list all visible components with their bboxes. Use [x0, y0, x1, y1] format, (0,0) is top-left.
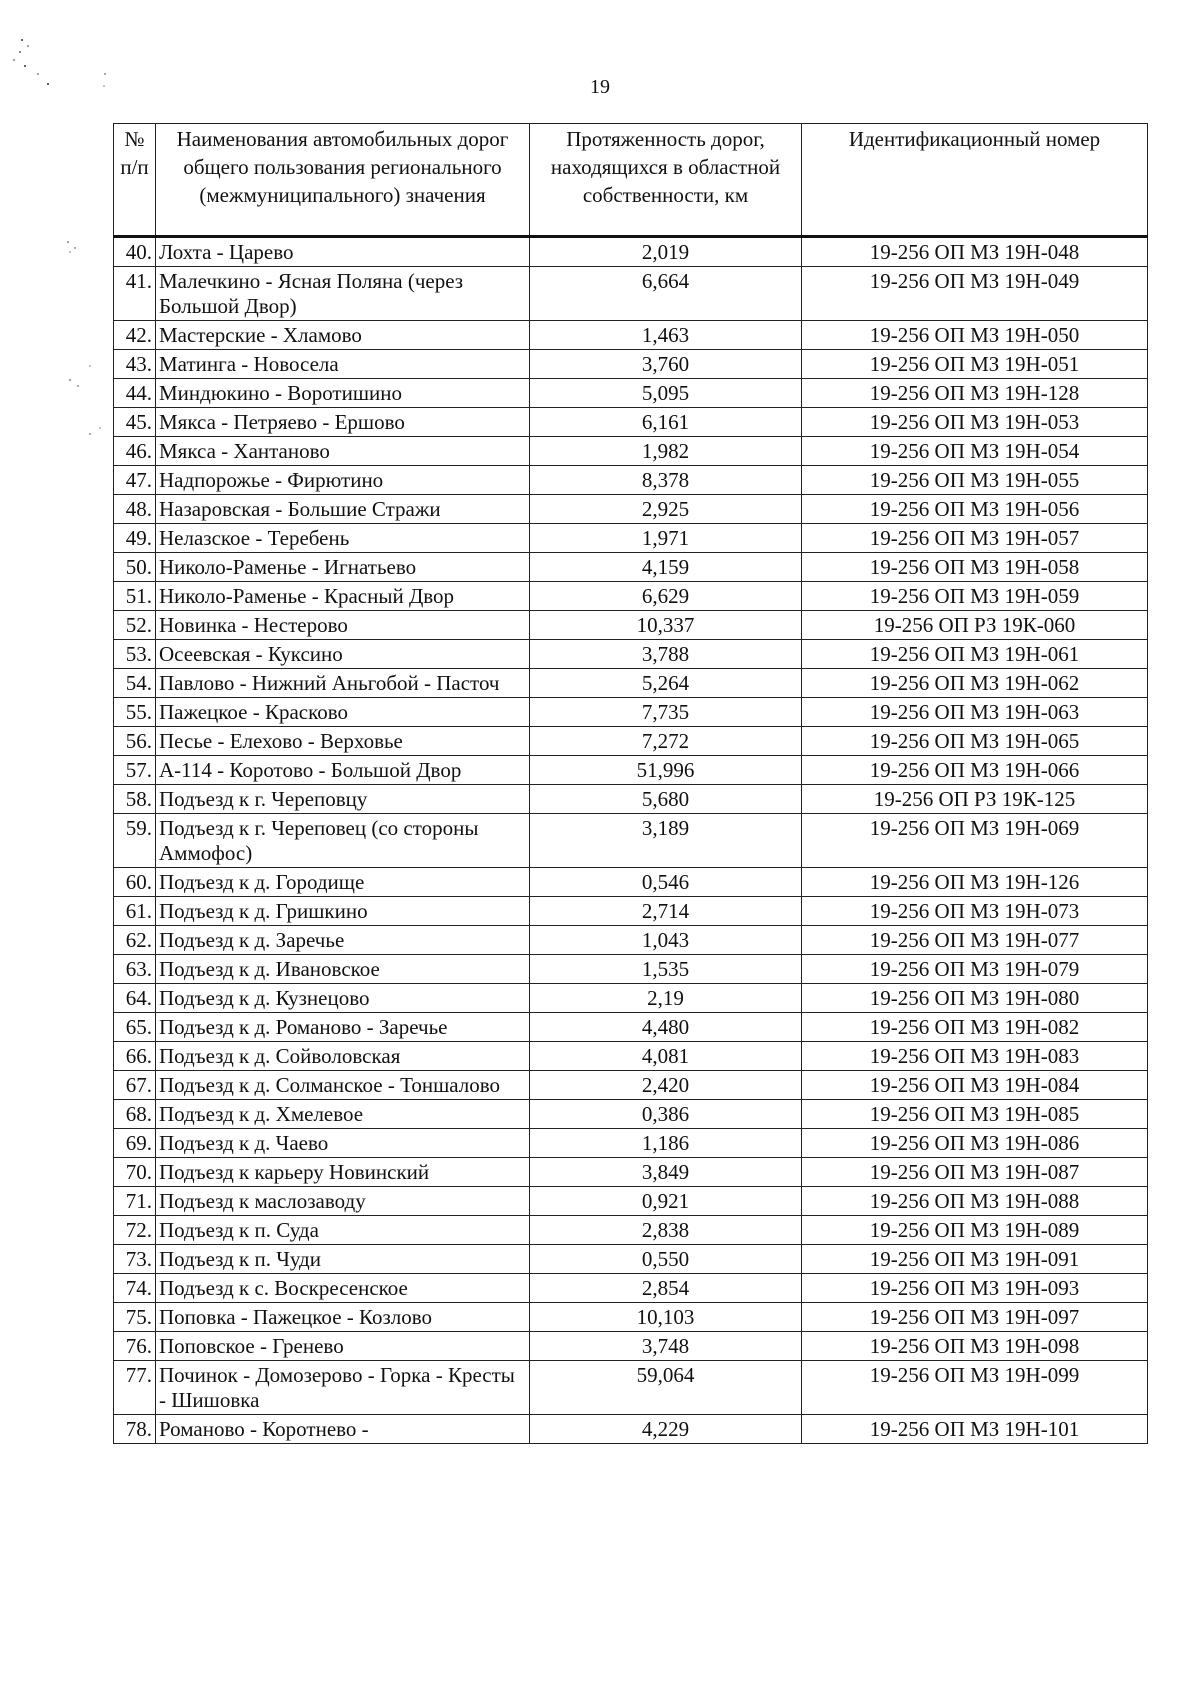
roads-table — [113, 123, 1148, 1444]
cell-length: 2,854 — [530, 1274, 802, 1303]
cell-ident: 19-256 ОП МЗ 19Н-055 — [802, 466, 1148, 495]
cell-name: Осеевская - Куксино — [156, 640, 530, 669]
cell-ident: 19-256 ОП МЗ 19Н-054 — [802, 437, 1148, 466]
cell-name: Лохта - Царево — [156, 237, 530, 267]
cell-ident: 19-256 ОП МЗ 19Н-128 — [802, 379, 1148, 408]
cell-num: 71. — [114, 1187, 156, 1216]
table-row — [114, 237, 1148, 267]
table-row — [114, 1274, 1148, 1303]
cell-ident: 19-256 ОП МЗ 19Н-073 — [802, 897, 1148, 926]
cell-ident: 19-256 ОП МЗ 19Н-079 — [802, 955, 1148, 984]
cell-ident: 19-256 ОП МЗ 19Н-062 — [802, 669, 1148, 698]
cell-num: 51. — [114, 582, 156, 611]
cell-num: 72. — [114, 1216, 156, 1245]
cell-ident: 19-256 ОП МЗ 19Н-099 — [802, 1361, 1148, 1415]
table-body — [114, 237, 1148, 1444]
cell-name: Подъезд к д. Солманское - Тоншалово — [156, 1071, 530, 1100]
cell-name: Поповское - Гренево — [156, 1332, 530, 1361]
cell-num: 55. — [114, 698, 156, 727]
cell-length: 2,19 — [530, 984, 802, 1013]
cell-name: Подъезд к д. Чаево — [156, 1129, 530, 1158]
cell-length: 0,550 — [530, 1245, 802, 1274]
cell-name: Починок - Домозерово - Горка - Кресты - Шишовка — [156, 1361, 530, 1415]
cell-name: Мякса - Петряево - Ершово — [156, 408, 530, 437]
cell-name: Новинка - Нестерово — [156, 611, 530, 640]
cell-num: 48. — [114, 495, 156, 524]
table-row — [114, 466, 1148, 495]
cell-num: 54. — [114, 669, 156, 698]
header-name: Наименования автомобильных дорог общего пользования регионального (межмуниципального) значения — [156, 124, 530, 237]
cell-name: Подъезд к г. Череповцу — [156, 785, 530, 814]
cell-ident: 19-256 ОП МЗ 19Н-085 — [802, 1100, 1148, 1129]
page-number: 19 — [590, 76, 610, 98]
cell-length: 59,064 — [530, 1361, 802, 1415]
cell-name: Подъезд к д. Заречье — [156, 926, 530, 955]
cell-length: 7,735 — [530, 698, 802, 727]
table-row — [114, 1187, 1148, 1216]
cell-name: Романово - Коротнево - — [156, 1415, 530, 1444]
cell-num: 78. — [114, 1415, 156, 1444]
cell-num: 42. — [114, 321, 156, 350]
table-row — [114, 408, 1148, 437]
cell-ident: 19-256 ОП МЗ 19Н-083 — [802, 1042, 1148, 1071]
table-row — [114, 926, 1148, 955]
cell-name: А-114 - Коротово - Большой Двор — [156, 756, 530, 785]
cell-ident: 19-256 ОП МЗ 19Н-069 — [802, 814, 1148, 868]
cell-length: 51,996 — [530, 756, 802, 785]
table-row — [114, 1303, 1148, 1332]
cell-name: Подъезд к карьеру Новинский — [156, 1158, 530, 1187]
cell-ident: 19-256 ОП МЗ 19Н-049 — [802, 267, 1148, 321]
cell-length: 10,103 — [530, 1303, 802, 1332]
cell-num: 67. — [114, 1071, 156, 1100]
cell-ident: 19-256 ОП МЗ 19Н-086 — [802, 1129, 1148, 1158]
cell-name: Назаровская - Большие Стражи — [156, 495, 530, 524]
cell-ident: 19-256 ОП МЗ 19Н-053 — [802, 408, 1148, 437]
cell-name: Подъезд к д. Сойволовская — [156, 1042, 530, 1071]
cell-name: Миндюкино - Воротишино — [156, 379, 530, 408]
table-row — [114, 1216, 1148, 1245]
table-row — [114, 669, 1148, 698]
table-row — [114, 814, 1148, 868]
cell-length: 2,838 — [530, 1216, 802, 1245]
cell-ident: 19-256 ОП МЗ 19Н-088 — [802, 1187, 1148, 1216]
table-row — [114, 1415, 1148, 1444]
cell-num: 45. — [114, 408, 156, 437]
cell-ident: 19-256 ОП МЗ 19Н-077 — [802, 926, 1148, 955]
cell-num: 40. — [114, 237, 156, 267]
cell-length: 4,081 — [530, 1042, 802, 1071]
cell-name: Мастерские - Хламово — [156, 321, 530, 350]
cell-ident: 19-256 ОП МЗ 19Н-066 — [802, 756, 1148, 785]
cell-length: 2,019 — [530, 237, 802, 267]
table-row — [114, 756, 1148, 785]
cell-name: Подъезд к п. Суда — [156, 1216, 530, 1245]
cell-num: 61. — [114, 897, 156, 926]
cell-name: Николо-Раменье - Игнатьево — [156, 553, 530, 582]
cell-num: 68. — [114, 1100, 156, 1129]
table-row — [114, 495, 1148, 524]
cell-num: 76. — [114, 1332, 156, 1361]
cell-num: 49. — [114, 524, 156, 553]
cell-length: 10,337 — [530, 611, 802, 640]
table-row — [114, 1332, 1148, 1361]
cell-length: 1,043 — [530, 926, 802, 955]
table-row — [114, 897, 1148, 926]
cell-ident: 19-256 ОП МЗ 19Н-087 — [802, 1158, 1148, 1187]
cell-name: Подъезд к д. Хмелевое — [156, 1100, 530, 1129]
header-ident: Идентификационный номер — [802, 124, 1148, 237]
cell-num: 46. — [114, 437, 156, 466]
scan-specks — [0, 0, 120, 460]
table-row — [114, 1361, 1148, 1415]
cell-num: 59. — [114, 814, 156, 868]
cell-ident: 19-256 ОП МЗ 19Н-101 — [802, 1415, 1148, 1444]
cell-num: 44. — [114, 379, 156, 408]
cell-name: Поповка - Пажецкое - Козлово — [156, 1303, 530, 1332]
table-row — [114, 785, 1148, 814]
cell-ident: 19-256 ОП МЗ 19Н-089 — [802, 1216, 1148, 1245]
cell-ident: 19-256 ОП МЗ 19Н-056 — [802, 495, 1148, 524]
cell-name: Малечкино - Ясная Поляна (через Большой Двор) — [156, 267, 530, 321]
table-row — [114, 1100, 1148, 1129]
cell-name: Подъезд к с. Воскресенское — [156, 1274, 530, 1303]
cell-ident: 19-256 ОП МЗ 19Н-093 — [802, 1274, 1148, 1303]
cell-length: 5,264 — [530, 669, 802, 698]
cell-name: Подъезд к д. Кузнецово — [156, 984, 530, 1013]
cell-num: 60. — [114, 868, 156, 897]
cell-length: 0,546 — [530, 868, 802, 897]
table-row — [114, 640, 1148, 669]
cell-ident: 19-256 ОП МЗ 19Н-126 — [802, 868, 1148, 897]
cell-ident: 19-256 ОП МЗ 19Н-091 — [802, 1245, 1148, 1274]
cell-length: 3,788 — [530, 640, 802, 669]
cell-length: 2,420 — [530, 1071, 802, 1100]
cell-ident: 19-256 ОП МЗ 19Н-065 — [802, 727, 1148, 756]
cell-ident: 19-256 ОП МЗ 19Н-082 — [802, 1013, 1148, 1042]
cell-length: 6,629 — [530, 582, 802, 611]
table-row — [114, 611, 1148, 640]
cell-length: 3,748 — [530, 1332, 802, 1361]
table-row — [114, 379, 1148, 408]
table-row — [114, 1245, 1148, 1274]
cell-num: 70. — [114, 1158, 156, 1187]
cell-name: Подъезд к д. Романово - Заречье — [156, 1013, 530, 1042]
table-row — [114, 698, 1148, 727]
cell-name: Песье - Елехово - Верховье — [156, 727, 530, 756]
cell-length: 7,272 — [530, 727, 802, 756]
table-row — [114, 1042, 1148, 1071]
cell-name: Павлово - Нижний Аньгобой - Пасточ — [156, 669, 530, 698]
cell-length: 1,535 — [530, 955, 802, 984]
cell-num: 69. — [114, 1129, 156, 1158]
cell-name: Мякса - Хантаново — [156, 437, 530, 466]
cell-length: 3,189 — [530, 814, 802, 868]
cell-num: 47. — [114, 466, 156, 495]
cell-length: 6,161 — [530, 408, 802, 437]
cell-ident: 19-256 ОП РЗ 19К-125 — [802, 785, 1148, 814]
cell-ident: 19-256 ОП МЗ 19Н-048 — [802, 237, 1148, 267]
cell-length: 4,480 — [530, 1013, 802, 1042]
table-row — [114, 553, 1148, 582]
table-row — [114, 1071, 1148, 1100]
cell-num: 57. — [114, 756, 156, 785]
cell-ident: 19-256 ОП МЗ 19Н-098 — [802, 1332, 1148, 1361]
cell-ident: 19-256 ОП МЗ 19Н-080 — [802, 984, 1148, 1013]
cell-name: Подъезд к маслозаводу — [156, 1187, 530, 1216]
cell-num: 66. — [114, 1042, 156, 1071]
cell-length: 5,680 — [530, 785, 802, 814]
cell-num: 65. — [114, 1013, 156, 1042]
table-row — [114, 321, 1148, 350]
cell-name: Нелазское - Теребень — [156, 524, 530, 553]
cell-name: Пажецкое - Красково — [156, 698, 530, 727]
cell-length: 1,463 — [530, 321, 802, 350]
cell-ident: 19-256 ОП МЗ 19Н-063 — [802, 698, 1148, 727]
table-row — [114, 1158, 1148, 1187]
cell-ident: 19-256 ОП МЗ 19Н-061 — [802, 640, 1148, 669]
table-row — [114, 955, 1148, 984]
cell-num: 74. — [114, 1274, 156, 1303]
cell-num: 58. — [114, 785, 156, 814]
cell-num: 63. — [114, 955, 156, 984]
cell-num: 50. — [114, 553, 156, 582]
table-row — [114, 1013, 1148, 1042]
cell-num: 77. — [114, 1361, 156, 1415]
cell-name: Подъезд к д. Гришкино — [156, 897, 530, 926]
cell-num: 56. — [114, 727, 156, 756]
table-row — [114, 267, 1148, 321]
cell-name: Надпорожье - Фирютино — [156, 466, 530, 495]
cell-num: 64. — [114, 984, 156, 1013]
table-row — [114, 984, 1148, 1013]
header-length: Протяженность дорог, находящихся в областной собственности, км — [530, 124, 802, 237]
cell-length: 2,714 — [530, 897, 802, 926]
cell-name: Николо-Раменье - Красный Двор — [156, 582, 530, 611]
cell-ident: 19-256 ОП МЗ 19Н-097 — [802, 1303, 1148, 1332]
cell-num: 62. — [114, 926, 156, 955]
table-row — [114, 1129, 1148, 1158]
cell-ident: 19-256 ОП МЗ 19Н-058 — [802, 553, 1148, 582]
cell-ident: 19-256 ОП МЗ 19Н-051 — [802, 350, 1148, 379]
header-num: № п/п — [114, 124, 156, 237]
cell-name: Подъезд к д. Городище — [156, 868, 530, 897]
cell-num: 75. — [114, 1303, 156, 1332]
cell-num: 73. — [114, 1245, 156, 1274]
cell-length: 8,378 — [530, 466, 802, 495]
cell-num: 41. — [114, 267, 156, 321]
cell-length: 0,921 — [530, 1187, 802, 1216]
table-row — [114, 582, 1148, 611]
cell-length: 5,095 — [530, 379, 802, 408]
table-row — [114, 350, 1148, 379]
table-row — [114, 727, 1148, 756]
cell-num: 43. — [114, 350, 156, 379]
cell-ident: 19-256 ОП МЗ 19Н-050 — [802, 321, 1148, 350]
cell-length: 4,229 — [530, 1415, 802, 1444]
cell-length: 1,982 — [530, 437, 802, 466]
cell-ident: 19-256 ОП МЗ 19Н-057 — [802, 524, 1148, 553]
cell-ident: 19-256 ОП РЗ 19К-060 — [802, 611, 1148, 640]
table-header — [114, 124, 1148, 237]
table-row — [114, 437, 1148, 466]
cell-ident: 19-256 ОП МЗ 19Н-059 — [802, 582, 1148, 611]
cell-ident: 19-256 ОП МЗ 19Н-084 — [802, 1071, 1148, 1100]
cell-length: 4,159 — [530, 553, 802, 582]
cell-length: 1,186 — [530, 1129, 802, 1158]
cell-num: 52. — [114, 611, 156, 640]
cell-length: 6,664 — [530, 267, 802, 321]
cell-name: Подъезд к г. Череповец (со стороны Аммофос) — [156, 814, 530, 868]
cell-length: 0,386 — [530, 1100, 802, 1129]
cell-num: 53. — [114, 640, 156, 669]
cell-name: Матинга - Новосела — [156, 350, 530, 379]
cell-length: 3,760 — [530, 350, 802, 379]
cell-length: 1,971 — [530, 524, 802, 553]
table-row — [114, 868, 1148, 897]
cell-name: Подъезд к д. Ивановское — [156, 955, 530, 984]
cell-length: 3,849 — [530, 1158, 802, 1187]
table-row — [114, 524, 1148, 553]
cell-length: 2,925 — [530, 495, 802, 524]
cell-name: Подъезд к п. Чуди — [156, 1245, 530, 1274]
